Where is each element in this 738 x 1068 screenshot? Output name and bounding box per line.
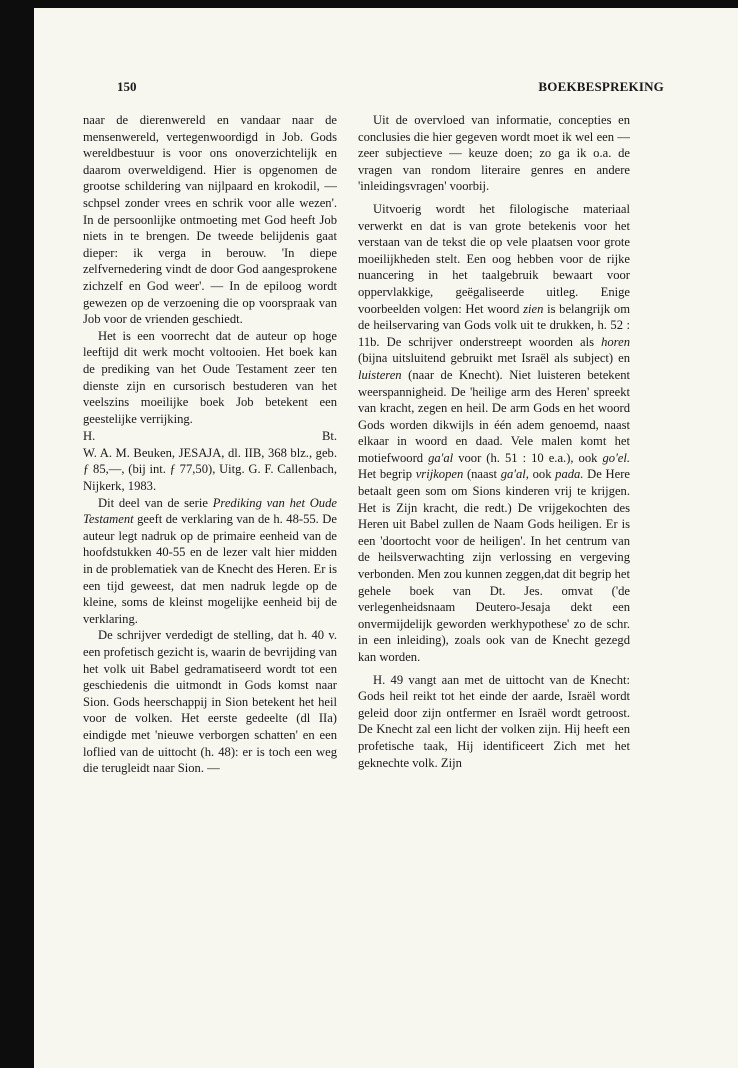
paragraph-thesis: De schrijver verdedigt de stelling, dat h. 40 v. een profetisch gezicht is, waarin de bevrijding van het volk uit Babel gedramatiseerd wordt tot een geschiedenis die uitmondt in Gods komst naar Sion. Gods heerschappij in Sion betekent het heil voor de volken. Het eerste gedeelte (dl IIa) eindigde met 'nieuwe verborgen schatten' en een loflied van de uittocht (h. 48): er is toch een weg die terugleidt naar Sion. —	[83, 628, 337, 776]
book-reference: W. A. M. Beuken, JESAJA, dl. IIB, 368 blz., geb. ƒ 85,—, (bij int. ƒ 77,50), Uitg. G. F. Callenbach, Nijkerk, 1983.	[83, 445, 337, 494]
running-title: BOEKBESPREKING	[538, 79, 664, 94]
signature-initials: Bt.	[321, 429, 337, 444]
paragraph-series-intro: Dit deel van de serie Prediking van het Oude Testament geeft de verklaring van de h. 48-55. De auteur legt nadruk op de primaire eenheid van de hoofdstukken 40-55 en de lezer valt hier midden in de problematiek van de Knecht des Heren. Er is een tijd geweest, dat men nadruk legde op de kleine, soms de kleinst mogelijke eenheid bij de verklaring.	[83, 495, 337, 626]
paragraph-overview: Uit de overvloed van informatie, concepties en conclusies die hier gegeven wordt moet ik wel een — zeer subjectieve — keuze doen; zo ga ik o.a. de vragen van rondom literaire genres en andere 'inleidingsvragen' voorbij.	[358, 113, 630, 194]
paragraph-job-summary: naar de dierenwereld en vandaar naar de mensenwereld, vertegenwoordigd in Job. Gods wereldbestuur is voor ons onoverzichtelijk en daarom overweldigend. Hier is opgenomen de grootse schildering van nijlpaard en krokodil, — schpsel zonder vrees en schrik voor alle wezen'. In de persoonlijke ontmoeting met God heeft Job niets in te brengen. De tweede belijdenis gaat dieper: ik verga in berouw. 'In diepe zelfvernedering vindt de door God aangesprokene zichzelf en God weer'. — In de epiloog wordt gewezen op de verzoening die op voorspraak van Job voor de vrienden geschiedt.	[83, 113, 337, 327]
paragraph-job-conclusion: Het is een voorrecht dat de auteur op hoge leeftijd dit werk mocht voltooien. Het boek kan de prediking van het Oude Testament zeer ten dienste zijn en cursorisch bestuderen van het veelszins moeilijke boek Job betekent een geestelijke verrijking.	[83, 328, 337, 426]
page-number: 150	[117, 79, 137, 94]
paragraph-chapter-49: H. 49 vangt aan met de uittocht van de Knecht: Gods heil reikt tot het einde der aarde, Israël wordt geleid door zijn ontfermer en Israël wordt getroost. De Knecht zal een licht der volken zijn. Hij heeft een profetische taak, Hij identificeert Zich met het geknechte volk. Zijn	[358, 672, 630, 770]
right-column	[358, 112, 630, 771]
paragraph-philology: Uitvoerig wordt het filologische materiaal verwerkt en dat is van grote betekenis voor het verstaan van de tekst die op vele plaatsen voor grote moeilijkheden stelt. Een oog hebben voor de rijke nuancering in het taalgebruik bewaart voor oppervlakkige, geëgaliseerde uitleg. Enige voorbeelden volgen: Het woord zien is belangrijk om de heilservaring van Gods volk uit te drukken, h. 52 : 11b. De schrijver onderstreept woorden als horen (bijna uitsluitend gebruikt met Israël als subject) en luisteren (naar de Knecht). Niet luisteren betekent weerspannigheid. De 'heilige arm des Heren' spreekt van kracht, zegen en heil. De arm Gods en het woord Gods worden dikwijls in één adem genoemd, naast elkaar in woord en daad. Vele malen komt het motiefwoord ga'al voor (h. 51 : 10 e.a.), ook go'el. Het begrip vrijkopen (naast ga'al, ook pada. De Here betaalt geen som om Sions kinderen vrij te krijgen. Het is Zijn kracht, die redt.) De vrijgekochten des Heren uit Babel zullen de Naam Gods heiligen. Er is een 'doortocht voor de heiligen'. In het centrum van de heilsverwachting zijn verlossing en vergeving verbonden. Men zou kunnen zeggen,dat dit begrip het gehele boek van Dt. Jes. omvat ('de verlegenheidsnaam Deutero-Jesaja dekt een onvermijdelijk geworden werkhypothese' zo de schr. in een inleiding), zoals ook van de Knecht gezegd kan worden.	[358, 201, 630, 664]
reviewer-signature	[83, 428, 337, 445]
signature-initial: H.	[83, 429, 96, 444]
series-title: Prediking van het Oude Testament	[83, 495, 337, 527]
left-column	[83, 112, 337, 777]
